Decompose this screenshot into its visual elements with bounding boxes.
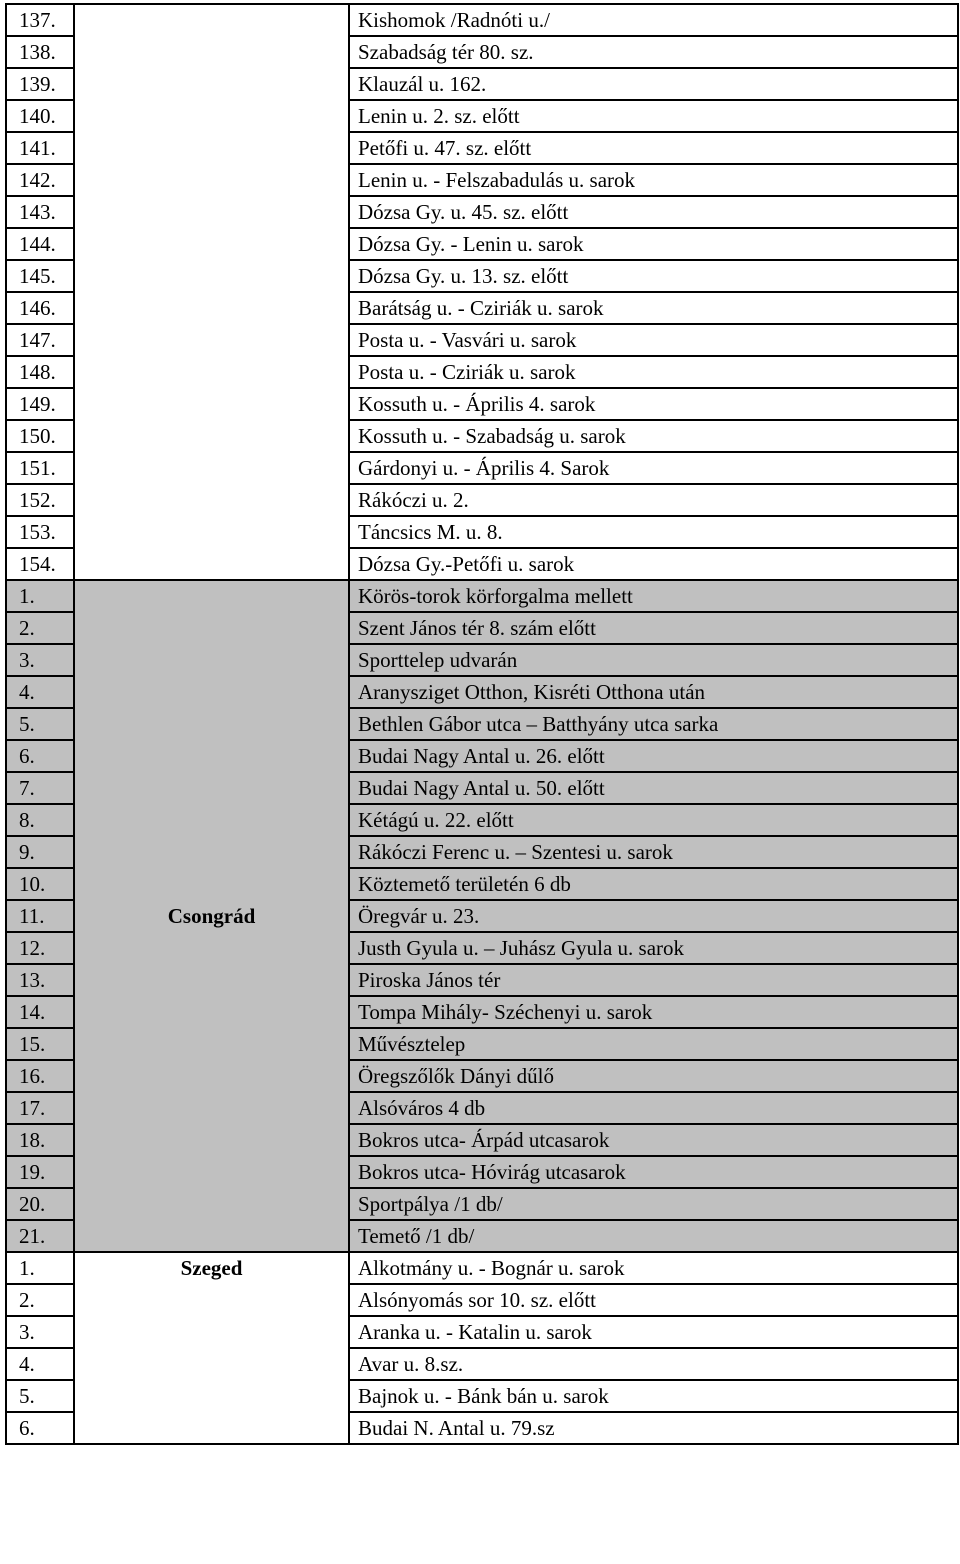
table-row bbox=[6, 1252, 958, 1284]
location-text: Rákóczi u. 2. bbox=[349, 484, 958, 516]
location-text: Avar u. 8.sz. bbox=[349, 1348, 958, 1380]
location-text: Barátság u. - Cziriák u. sarok bbox=[349, 292, 958, 324]
row-number: 13. bbox=[6, 964, 74, 996]
location-text: Öregvár u. 23. bbox=[349, 900, 958, 932]
row-number: 5. bbox=[6, 1380, 74, 1412]
location-text: Bajnok u. - Bánk bán u. sarok bbox=[349, 1380, 958, 1412]
location-text: Rákóczi Ferenc u. – Szentesi u. sarok bbox=[349, 836, 958, 868]
location-text: Budai Nagy Antal u. 50. előtt bbox=[349, 772, 958, 804]
location-text: Budai N. Antal u. 79.sz bbox=[349, 1412, 958, 1444]
row-number: 149. bbox=[6, 388, 74, 420]
location-text: Aranysziget Otthon, Kisréti Otthona után bbox=[349, 676, 958, 708]
location-text: Kossuth u. - Április 4. sarok bbox=[349, 388, 958, 420]
location-text: Petőfi u. 47. sz. előtt bbox=[349, 132, 958, 164]
row-number: 12. bbox=[6, 932, 74, 964]
row-number: 147. bbox=[6, 324, 74, 356]
row-number: 3. bbox=[6, 1316, 74, 1348]
row-number: 17. bbox=[6, 1092, 74, 1124]
row-number: 140. bbox=[6, 100, 74, 132]
row-number: 14. bbox=[6, 996, 74, 1028]
row-number: 21. bbox=[6, 1220, 74, 1252]
row-number: 6. bbox=[6, 740, 74, 772]
row-number: 19. bbox=[6, 1156, 74, 1188]
row-number: 144. bbox=[6, 228, 74, 260]
row-number: 138. bbox=[6, 36, 74, 68]
row-number: 148. bbox=[6, 356, 74, 388]
location-text: Lenin u. 2. sz. előtt bbox=[349, 100, 958, 132]
location-text: Táncsics M. u. 8. bbox=[349, 516, 958, 548]
row-number: 145. bbox=[6, 260, 74, 292]
location-text: Szabadság tér 80. sz. bbox=[349, 36, 958, 68]
location-text: Bethlen Gábor utca – Batthyány utca sarka bbox=[349, 708, 958, 740]
location-text: Justh Gyula u. – Juhász Gyula u. sarok bbox=[349, 932, 958, 964]
row-number: 2. bbox=[6, 1284, 74, 1316]
location-text: Sportpálya /1 db/ bbox=[349, 1188, 958, 1220]
row-number: 16. bbox=[6, 1060, 74, 1092]
location-text: Dózsa Gy. u. 13. sz. előtt bbox=[349, 260, 958, 292]
location-text: Klauzál u. 162. bbox=[349, 68, 958, 100]
location-text: Művésztelep bbox=[349, 1028, 958, 1060]
location-text: Dózsa Gy. u. 45. sz. előtt bbox=[349, 196, 958, 228]
row-number: 146. bbox=[6, 292, 74, 324]
row-number: 9. bbox=[6, 836, 74, 868]
location-text: Bokros utca- Hóvirág utcasarok bbox=[349, 1156, 958, 1188]
row-number: 2. bbox=[6, 612, 74, 644]
location-text: Budai Nagy Antal u. 26. előtt bbox=[349, 740, 958, 772]
location-text: Sporttelep udvarán bbox=[349, 644, 958, 676]
location-text: Tompa Mihály- Széchenyi u. sarok bbox=[349, 996, 958, 1028]
location-text: Kishomok /Radnóti u./ bbox=[349, 4, 958, 36]
table-row bbox=[6, 580, 958, 612]
row-number: 4. bbox=[6, 676, 74, 708]
row-number: 5. bbox=[6, 708, 74, 740]
row-number: 153. bbox=[6, 516, 74, 548]
location-text: Posta u. - Vasvári u. sarok bbox=[349, 324, 958, 356]
row-number: 137. bbox=[6, 4, 74, 36]
location-text: Piroska János tér bbox=[349, 964, 958, 996]
row-number: 10. bbox=[6, 868, 74, 900]
city-name: Szeged bbox=[74, 1252, 349, 1444]
row-number: 4. bbox=[6, 1348, 74, 1380]
location-text: Kossuth u. - Szabadság u. sarok bbox=[349, 420, 958, 452]
location-text: Aranka u. - Katalin u. sarok bbox=[349, 1316, 958, 1348]
location-text: Körös-torok körforgalma mellett bbox=[349, 580, 958, 612]
row-number: 15. bbox=[6, 1028, 74, 1060]
row-number: 139. bbox=[6, 68, 74, 100]
row-number: 18. bbox=[6, 1124, 74, 1156]
location-text: Gárdonyi u. - Április 4. Sarok bbox=[349, 452, 958, 484]
city-name bbox=[74, 4, 349, 580]
row-number: 11. bbox=[6, 900, 74, 932]
row-number: 1. bbox=[6, 580, 74, 612]
location-text: Posta u. - Cziriák u. sarok bbox=[349, 356, 958, 388]
row-number: 150. bbox=[6, 420, 74, 452]
row-number: 7. bbox=[6, 772, 74, 804]
location-text: Szent János tér 8. szám előtt bbox=[349, 612, 958, 644]
location-text: Lenin u. - Felszabadulás u. sarok bbox=[349, 164, 958, 196]
row-number: 143. bbox=[6, 196, 74, 228]
row-number: 8. bbox=[6, 804, 74, 836]
table-row bbox=[6, 4, 958, 36]
location-text: Köztemető területén 6 db bbox=[349, 868, 958, 900]
location-text: Alkotmány u. - Bognár u. sarok bbox=[349, 1252, 958, 1284]
row-number: 152. bbox=[6, 484, 74, 516]
location-text: Dózsa Gy. - Lenin u. sarok bbox=[349, 228, 958, 260]
location-text: Dózsa Gy.-Petőfi u. sarok bbox=[349, 548, 958, 580]
location-table-body bbox=[6, 4, 958, 1444]
location-text: Alsóváros 4 db bbox=[349, 1092, 958, 1124]
location-text: Alsónyomás sor 10. sz. előtt bbox=[349, 1284, 958, 1316]
row-number: 1. bbox=[6, 1252, 74, 1284]
row-number: 151. bbox=[6, 452, 74, 484]
row-number: 141. bbox=[6, 132, 74, 164]
location-text: Öregszőlők Dányi dűlő bbox=[349, 1060, 958, 1092]
location-text: Bokros utca- Árpád utcasarok bbox=[349, 1124, 958, 1156]
row-number: 6. bbox=[6, 1412, 74, 1444]
row-number: 142. bbox=[6, 164, 74, 196]
location-table bbox=[5, 3, 959, 1445]
location-text: Kétágú u. 22. előtt bbox=[349, 804, 958, 836]
location-text: Temető /1 db/ bbox=[349, 1220, 958, 1252]
city-name: Csongrád bbox=[74, 580, 349, 1252]
row-number: 154. bbox=[6, 548, 74, 580]
row-number: 20. bbox=[6, 1188, 74, 1220]
row-number: 3. bbox=[6, 644, 74, 676]
